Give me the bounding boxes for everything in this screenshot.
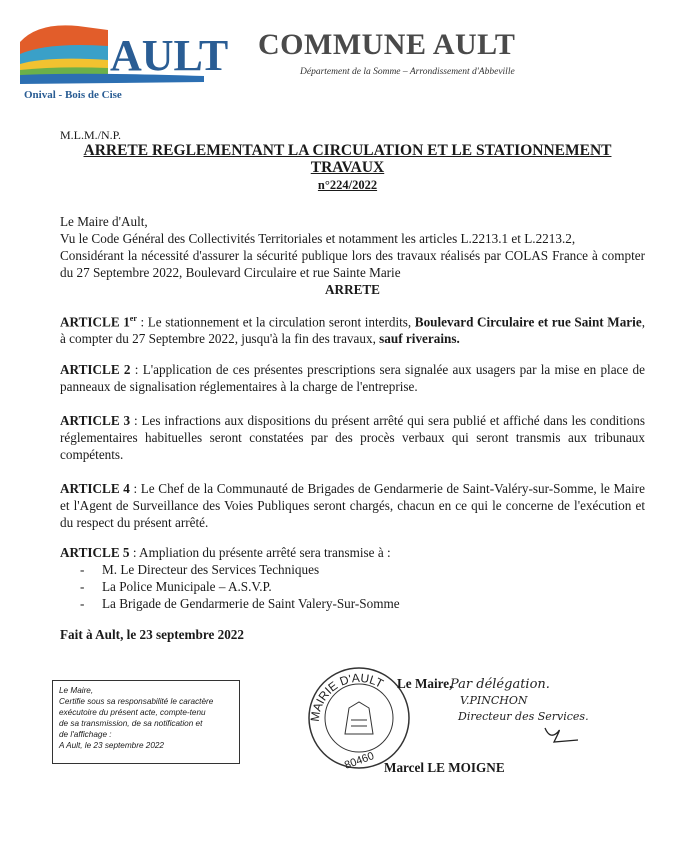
intro-line: Le Maire d'Ault,	[60, 214, 148, 229]
stamp-code: 80460	[342, 750, 376, 772]
logo-subtitle: Onival - Bois de Cise	[24, 89, 122, 101]
mayor-label: Le Maire,	[397, 676, 453, 691]
article-1-sup: er	[129, 314, 137, 323]
article-1-label: ARTICLE 1	[60, 314, 130, 330]
certification-line: A Ault, le 23 septembre 2022	[59, 741, 164, 750]
list-item: - La Brigade de Gendarmerie de Saint Valery-Sur-Somme	[60, 595, 645, 612]
list-item: - M. Le Directeur des Services Techniques	[60, 561, 645, 578]
article-2-text: : L'application de ces présentes prescriptions sera signalée aux usagers par la mise en place de panneaux de signalisation réglementaires à la charge de l'entreprise.	[60, 362, 645, 394]
article-3-text: : Les infractions aux dispositions du présent arrêté qui sera publié et affiché dans les conditions réglementaires habituelles seront constatées par des procès verbaux qui seront transmis aux tribunaux compétents.	[60, 413, 645, 462]
article-3	[60, 412, 645, 463]
recipient-list	[60, 561, 645, 612]
article-1-text: : Le stationnement et la circulation seront interdits,	[136, 314, 415, 330]
article-1-text-2: , à compter du 27 Septembre 2022, jusqu'à la fin des travaux,	[60, 314, 645, 347]
article-2-label: ARTICLE 2	[60, 362, 131, 377]
article-5	[60, 544, 645, 612]
certification-line: Certifie sous sa responsabilité le caractère	[59, 697, 214, 706]
mayor-name: Marcel LE MOIGNE	[384, 760, 505, 775]
stamp-text: MAIRIE D'AULT	[307, 670, 386, 723]
arrete-heading: ARRETE	[325, 282, 380, 297]
article-2	[60, 361, 645, 395]
commune-title: COMMUNE AULT	[258, 28, 516, 61]
certification-line: de l'affichage :	[59, 730, 112, 739]
intro-section	[60, 213, 645, 298]
article-3-label: ARTICLE 3	[60, 413, 131, 428]
article-5-label: ARTICLE 5	[60, 545, 130, 560]
document-number: n°224/2022	[317, 178, 378, 192]
article-4-text: : Le Chef de la Communauté de Brigades de Gendarmerie de Saint-Valéry-sur-Somme, le Maire et l'Agent de Surveillance des Voies Publiques seront chargés, chacun en ce qui le concerne de l'exécution et du respect du présent arrêté.	[60, 481, 645, 530]
svg-text:Par délégation.: Par délégation.	[450, 677, 550, 692]
article-1	[60, 310, 645, 347]
reference-code: M.L.M./N.P.	[60, 128, 122, 142]
article-4-label: ARTICLE 4	[60, 481, 130, 496]
done-at: Fait à Ault, le 23 septembre 2022	[60, 627, 244, 642]
document-title: ARRETE REGLEMENTANT LA CIRCULATION ET LE STATIONNEMENT TRAVAUX	[83, 142, 612, 176]
certification-line: exécutoire du présent acte, compte-tenu	[59, 708, 206, 717]
certification-line: de sa transmission, de sa notification et	[59, 719, 203, 728]
article-1-streets: Boulevard Circulaire et rue Saint Marie	[414, 314, 642, 330]
svg-text:V.PINCHON: V.PINCHON	[460, 694, 528, 707]
commune-logo	[18, 12, 229, 104]
article-4	[60, 480, 645, 531]
logo-text: AULT	[110, 31, 229, 80]
article-1-exception: sauf riverains.	[379, 331, 460, 347]
certification-line: Le Maire,	[59, 686, 94, 695]
list-item: - La Police Municipale – A.S.V.P.	[60, 578, 645, 595]
handwritten-signature	[450, 670, 620, 750]
svg-text:Directeur des Services.: Directeur des Services.	[458, 710, 589, 723]
certification-box	[52, 680, 240, 764]
article-5-text: : Ampliation du présente arrêté sera transmise à :	[129, 545, 391, 560]
department-line: Département de la Somme – Arrondissement d'Abbeville	[300, 67, 515, 77]
intro-line: Vu le Code Général des Collectivités Territoriales et notamment les articles L.2213.1 et L.2213.2,	[60, 231, 576, 246]
intro-line: Considérant la nécessité d'assurer la sécurité publique lors des travaux réalisés par COLAS France à compter du 27 Septembre 2022, Boulevard Circulaire et rue Sainte Marie	[60, 248, 645, 280]
